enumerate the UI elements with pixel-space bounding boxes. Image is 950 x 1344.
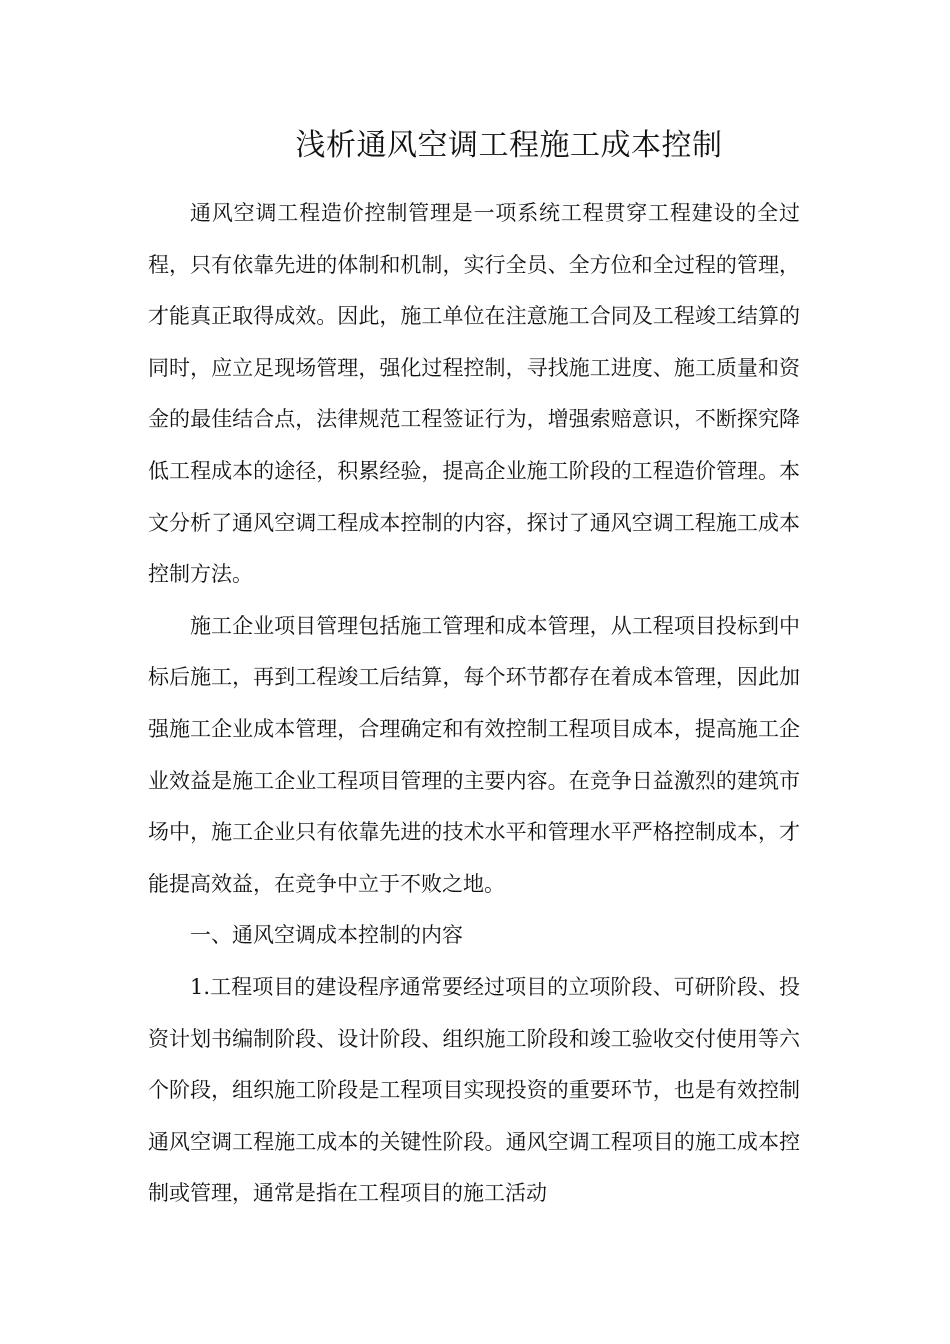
document-title: 浅析通风空调工程施工成本控制 xyxy=(295,128,723,163)
paragraph-project-management: 施工企业项目管理包括施工管理和成本管理，从工程项目投标到中标后施工，再到工程竣工后结算，每个环节都存在着成本管理，因此加强施工企业成本管理，合理确定和有效控制工程项目成本，提高施工企业效益是施工企业工程项目管理的主要内容。在竞争日益激烈的建筑市场中，施工企业只有依靠先进的技术水平和管理水平严格控制成本，才能提高效益，在竞争中立于不败之地。 xyxy=(148,613,800,896)
paragraph-item-1: 1.工程项目的建设程序通常要经过项目的立项阶段、可研阶段、投资计划书编制阶段、设计阶段、组织施工阶段和竣工验收交付使用等六个阶段，组织施工阶段是工程项目实现投资的重要环节，也是有效控制通风空调工程施工成本的关键性阶段。通风空调工程项目的施工成本控制或管理，通常是指在工程项目的施工活动 xyxy=(148,974,800,1206)
document-body xyxy=(148,188,800,1220)
section-heading-1: 一、通风空调成本控制的内容 xyxy=(190,923,463,948)
paragraph-intro: 通风空调工程造价控制管理是一项系统工程贯穿工程建设的全过程，只有依靠先进的体制和机制，实行全员、全方位和全过程的管理，才能真正取得成效。因此，施工单位在注意施工合同及工程竣工结算的同时，应立足现场管理，强化过程控制，寻找施工进度、施工质量和资金的最佳结合点，法律规范工程签证行为，增强索赔意识，不断探究降低工程成本的途径，积累经验，提高企业施工阶段的工程造价管理。本文分析了通风空调工程成本控制的内容，探讨了通风空调工程施工成本控制方法。 xyxy=(148,201,800,587)
